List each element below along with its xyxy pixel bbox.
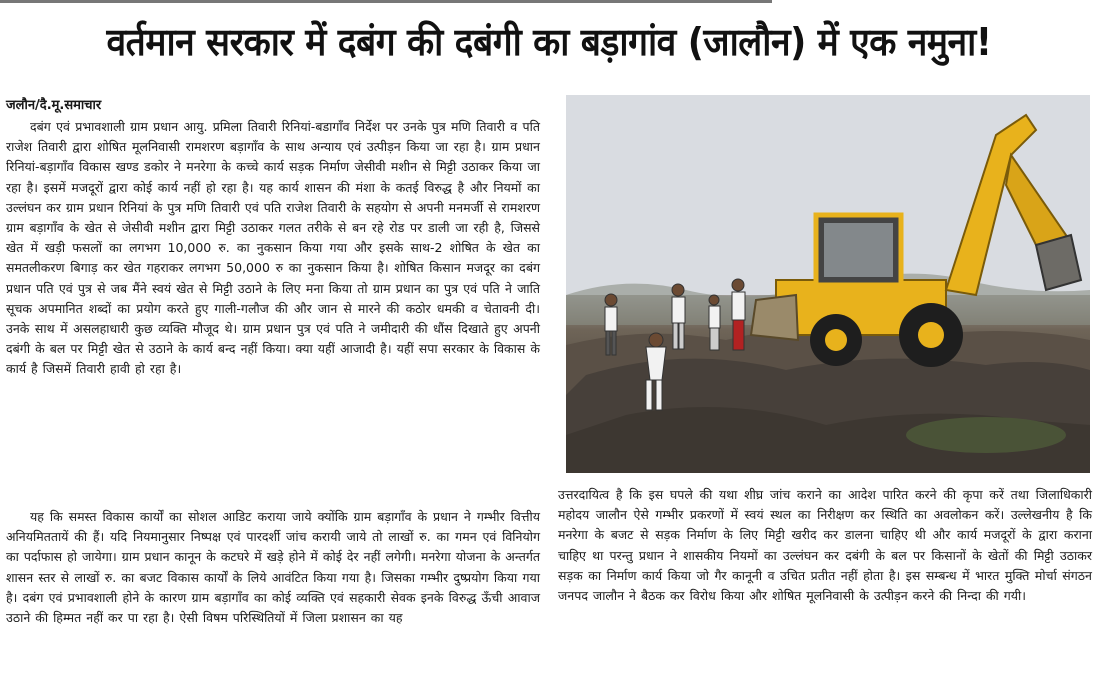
dateline: जलौन/दै.मू.समाचार xyxy=(6,98,102,113)
article-column-left-bottom xyxy=(6,507,540,628)
headline: वर्तमान सरकार में दबंग की दबंगी का बड़ागांव (जालौन) में एक नमुना! xyxy=(106,20,992,64)
top-divider xyxy=(0,0,772,3)
jcb-excavator-photo-icon xyxy=(566,95,1090,473)
news-photo xyxy=(566,95,1090,473)
article-column-left-top xyxy=(6,117,540,380)
article-paragraph: उत्तरदायित्व है कि इस घपले की यथा शीघ्र जांच कराने का आदेश पारित करने की कृपा करें तथा जिलाधिकारी महोदय जालौन ऐसे गम्भीर प्रकरणों में स्वयं स्थल का निरीक्षण कर स्थिति का अवलोकन करें। उल्लेखनीय है कि मनरेगा के बजट से सड़क निर्माण के लिए मिट्टी खरीद कर डालना चाहिए थी और कार्य मजदूरों के द्वारा कराना चाहिए था परन्तु प्रधान ने शासकीय नियमों का उल्लंघन कर दबंगी के बल पर किसानों के खेतों की मिट्टी उठाकर सड़क का निर्माण कार्य किया जो गैर कानूनी व उचित प्रतीत नहीं होता है। इस सम्बन्ध में भारत मुक्ति मोर्चा संगठन जनपद जालौन ने बैठक कर विरोध किया और शोषित मूलनिवासी के उत्पीड़न करने की निन्दा की गयी। xyxy=(558,487,1092,604)
article-column-right xyxy=(558,485,1092,606)
article-paragraph: दबंग एवं प्रभावशाली ग्राम प्रधान आयु. प्रमिला तिवारी रिनियां-बडागाँव निर्देश पर उनके पुत्र मणि तिवारी व पति राजेश तिवारी द्वारा शोषित मूलनिवासी रामशरण बड़ागाँव के साथ अन्याय एवं उत्पीड़न किया जा रहा है। ग्राम प्रधान रिनियां-बड़ागाँव विकास खण्ड डकोर ने मनरेगा के कच्चे कार्य सड़क निर्माण जेसीवी मशीन से मिट्टी उठाकर किया जा रहा है। इसमें मजदूरों द्वारा कोई कार्य नहीं हो रहा है। यह कार्य शासन की मंशा के कतई विरुद्ध है और नियमों का उल्लंघन कर ग्राम प्रधान रिनियां के पुत्र मणि तिवारी एवं पति राजेश तिवारी के सहयोग से अपनी मनमर्जी से रामशरण ग्राम बड़ागाँव के खेत से जेसीवी मशीन द्वारा मिट्टी उठाकर गलत तरीके से बन रहे रोड पर डाली जा रही है, जिससे खेत में खड़ी फसलों का लगभग 10,000 रु. का नुकसान किया गया और इसके साथ-2 शोषित के खेत का समतलीकरण बिगाड़ कर खेत गहराकर लगभग 50,000 रु का नुकसान किया है। शोषित किसान मजदूर का दबंग प्रधान पति एवं पुत्र से जब मैंने स्वयं खेत से मिट्टी उठाने के लिए मना किया तो ग्राम प्रधान का पुत्र एवं पति ने जाति सूचक अपमानित शब्दों का प्रयोग करते हुए गाली-गलौज की और जान से मारने की कठोर धमकी व चेतावनी दी। उनके साथ में असलहाधारी कुछ व्यक्ति मौजूद थे। ग्राम प्रधान पुत्र एवं पति ने जमीदारी की धौंस दिखाते हुए अपनी दबंगी के बल पर मिट्टी खेत से उठाने के कार्य बन्द नहीं किया। क्या यहीं आजादी है। यहीं सपा सरकार के विकास के कार्य है जिसमें तिवारी हावी हो रहा है। xyxy=(6,119,540,377)
article-paragraph: यह कि समस्त विकास कार्यों का सोशल आडिट कराया जाये क्योंकि ग्राम बड़ागाँव के प्रधान ने गम्भीर वित्तीय अनियमिततायें की हैं। यदि नियमानुसार निष्पक्ष एवं पारदर्शी जांच करायी जाये तो लाखों रु. का गमन एवं विनियोग का पर्दाफास हो जायेगा। ग्राम प्रधान कानून के कटघरे में खड़े होने में कोई देर नहीं लगेगी। मनरेगा योजना के अन्तर्गत शासन स्तर से लाखों रु. का बजट विकास कार्यों के लिये आवंटित किया गया है। जिसका गम्भीर दुष्प्रयोग किया गया है। दबंग एवं प्रभावशाली होने के कारण ग्राम बड़ागाँव का कोई व्यक्ति एवं सहकारी सेवक इनके विरुद्ध ऊँची आवाज उठाने की हिम्मत नहीं कर पा रहा है। ऐसी विषम परिस्थितियों में जिला प्रशासन का यह xyxy=(6,509,540,626)
